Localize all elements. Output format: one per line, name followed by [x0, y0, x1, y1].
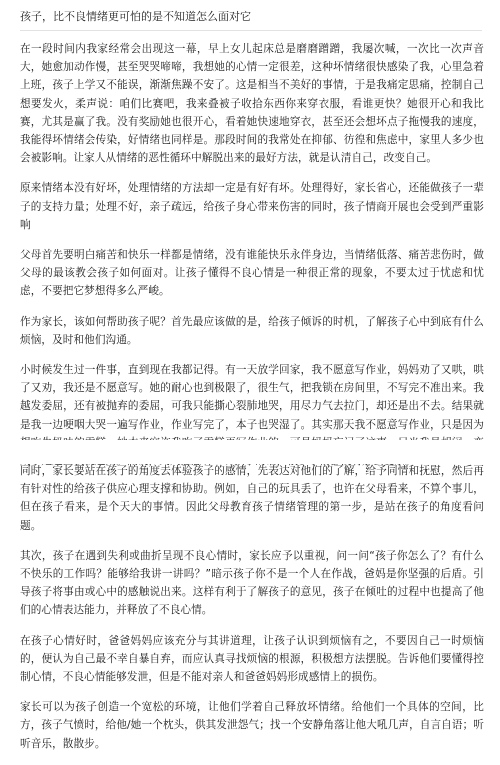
- paragraph: 小时候发生过一件事，直到现在我都记得。有一天放学回家，我不愿意写作业，妈妈劝了又哄，哄了又劝，我还是不愿意写。她的耐心也到极限了，很生气，把我锁在房间里，不写完不准出来。我越发委屈，还有被抛弃的委屈，可我只能撕心裂肺地哭，用尽力气去拉门，却还是出不去。结果就是我一边哽咽大哭一遍写作业，作业写完了，本子也哭湿了。其实那天我不愿意写作业，只是因为: [20, 364, 484, 431]
- article-body-bottom: [20, 462, 484, 765]
- paragraph: 作为家长，该如何帮助孩子呢？首先最应该做的是，给孩子倾诉的时机，了解孩子心中到底有什么烦恼，及时和他们沟通。: [20, 315, 484, 346]
- title-divider: [20, 30, 482, 31]
- paragraph: 家长可以为孩子创造一个宽松的环境，让他们学着自己释放坏情绪。给他们一个具体的空间，比方，孩子气愤时，给他/她一个枕头，供其发泄怨气；找一个安静角落让他大吼几声，自言自语；听听音乐，散散步。: [20, 701, 484, 750]
- paragraph: 在一段时间内我家经常会出现这一幕，早上女儿起床总是磨磨蹭蹭，我屡次喊，一次比一次声音大，她愈加动作慢，甚至哭哭啼啼，我想她的心情一定很差，这种坏情绪很快感染了我，心里急着上班，孩子上学又不能误，渐渐焦躁不安了。这是相当不美好的事情，于是我痛定思痛，控制自己想要发火，柔声说：咱们比赛吧，我来叠被子收拾东西你来穿衣服，看谁更快？她很开心和我比赛，尤其是赢了我。没有奖励她也很开心，看着她快速地穿衣，甚至还会想坏点子拖慢我的速度，我能得坏情绪会传染，好情绪也同样是。那段时间的我常处在抑郁、彷徨和焦虑中，家里人多少也会被影响。让家人从情绪的恶性循环中解脱出来的最好方法，就是认清自己，改变自己。: [20, 43, 484, 165]
- paragraph: 原来情绪本没有好坏，处理情绪的方法却一定是有好有坏。处理得好，家长省心，还能做孩子一辈子的支持力量；处理不好，亲子疏远，给孩子身心带来伤害的同时，孩子情商开展也会受到严重影响: [20, 182, 484, 231]
- paragraph: 同时，家长要站在孩子的角度去体验孩子的感情，先表达对他们的了解，给予同情和抚慰，然后再有针对性的给孩子供应心理支撑和协助。例如，自己的玩具丢了，也许在父母看来，不算个事儿，但在孩子看来，是个天大的事情。因此父母教育孩子情绪管理的第一步，是站在孩子的角度看问题。: [20, 465, 484, 532]
- section-gap: [0, 440, 500, 464]
- article-body-top: [20, 40, 484, 482]
- paragraph: 父母首先要明白痛苦和快乐一样都是情绪，没有谁能快乐永伴身边，当情绪低落、痛苦悲伤时，做父母的最该教会孩子如何面对。让孩子懂得不良心情是一种很正常的现象，不要太过于忧虑和忧虑，不要把它梦想得多么严峻。: [20, 249, 484, 298]
- article-title: 孩子，比不良情绪更可怕的是不知道怎么面对它: [20, 10, 251, 23]
- paragraph: 其次，孩子在遇到失利或曲折呈现不良心情时，家长应予以重视，问一问“孩子你怎么了？有什么不快乐的工作吗？能够给我讲一讲吗？”暗示孩子你不是一个人在作战，爸妈是你坚强的后盾。引导孩子将事由或心中的感触说出来。这样有利于了解孩子的意见，孩子在倾吐的过程中也提高了他们的心情表达能力，并释放了不良心情。: [20, 549, 484, 617]
- paragraph: 在孩子心情好时，爸爸妈妈应该充分与其讲道理，让孩子认识到烦恼有之，不要因自己一时烦恼的，便认为自己最不幸自暴自弃，而应认真寻找烦恼的根源，积极想方法摆脱。告诉他们要懂得控制心情，不良心情能够发泄，但是不能对亲人和爸爸妈妈形成感情上的损伤。: [20, 634, 484, 684]
